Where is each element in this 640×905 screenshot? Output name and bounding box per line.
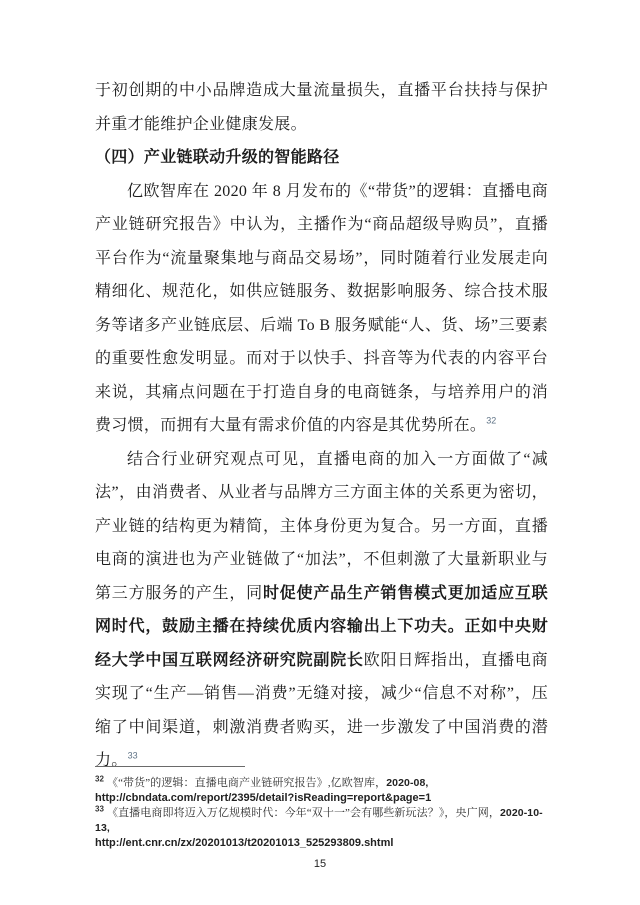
footnote-date: 2020-10-13, <box>95 807 543 834</box>
footnote-33 <box>95 806 555 851</box>
paragraph-text: 于初创期的中小品牌造成大量流量损失，直播平台扶持与保护并重才能维护企业健康发展。 <box>95 82 548 133</box>
footnote-url: http://cbndata.com/report/2395/detail?isReading=report&page=1 <box>95 792 432 804</box>
paragraph-text-bold: 时促使产品生产销售模式更加适应互联网时代，鼓励主播在持续优质内容输出上下功夫。正如中央财经大学中国互联网经济研究院副院长 <box>95 584 548 669</box>
section-heading: （四）产业链联动升级的智能路径 <box>95 149 340 166</box>
paragraph <box>95 175 548 443</box>
paragraph-continuation <box>95 74 548 141</box>
footnote-divider <box>95 766 245 767</box>
footnote-ref-32[interactable]: 32 <box>486 415 497 426</box>
page-body <box>95 74 548 778</box>
footnote-marker: 32 <box>95 774 105 784</box>
footnote-url: http://ent.cnr.cn/zx/20201013/t20201013_525293809.shtml <box>95 837 394 849</box>
footnote-text: 《直播电商即将迈入万亿规模时代：今年“双十一”会有哪些新玩法？》，央广网， <box>106 807 500 819</box>
footnote-date: 2020-08, <box>386 777 429 789</box>
footnote-marker: 33 <box>95 804 105 814</box>
paragraph-text: 结合行业研究观点可见，直播电商的加入一方面做了“减法”，由消费者、从业者与品牌方三方面主体的关系更为密切，产业链的结构更为精简，主体身份更为复合。另一方面，直播电商的演进也为产业链做了“加法”，不但刺激了大量新职业与第三方服务的产生，同 <box>95 450 548 602</box>
paragraph-text: 亿欧智库在 2020 年 8 月发布的《“带货”的逻辑：直播电商产业链研究报告》中认为，主播作为“商品超级导购员”，直播平台作为“流量聚集地与商品交易场”，同时随着行业发展走向精细化、规范化，如供应链服务、数据影响服务、综合技术服务等诸多产业链底层、后端 To B 服务赋能“人、货、场”三要素的重要性愈发明显。而对于以快手、抖音等为代表的内容平台来说，其痛点问题在于打造自身的电商链条，与培养用户的消费习惯，而拥有大量有需求价值的内容是其优势所在。 <box>95 182 548 434</box>
paragraph-text: 欧阳日辉指出，直播电商实现了“生产—销售—消费”无缝对接，减少“信息不对称”，压缩了中间渠道，刺激消费者购买，进一步激发了中国消费的潜力。 <box>95 651 548 769</box>
paragraph <box>95 443 548 778</box>
footnote-text: 《“带货”的逻辑：直播电商产业链研究报告》,亿欧智库， <box>106 777 387 789</box>
footnote-ref-33[interactable]: 33 <box>127 750 138 761</box>
page-number: 15 <box>313 858 327 870</box>
footnote-32 <box>95 776 555 806</box>
footnotes-section <box>95 766 555 851</box>
